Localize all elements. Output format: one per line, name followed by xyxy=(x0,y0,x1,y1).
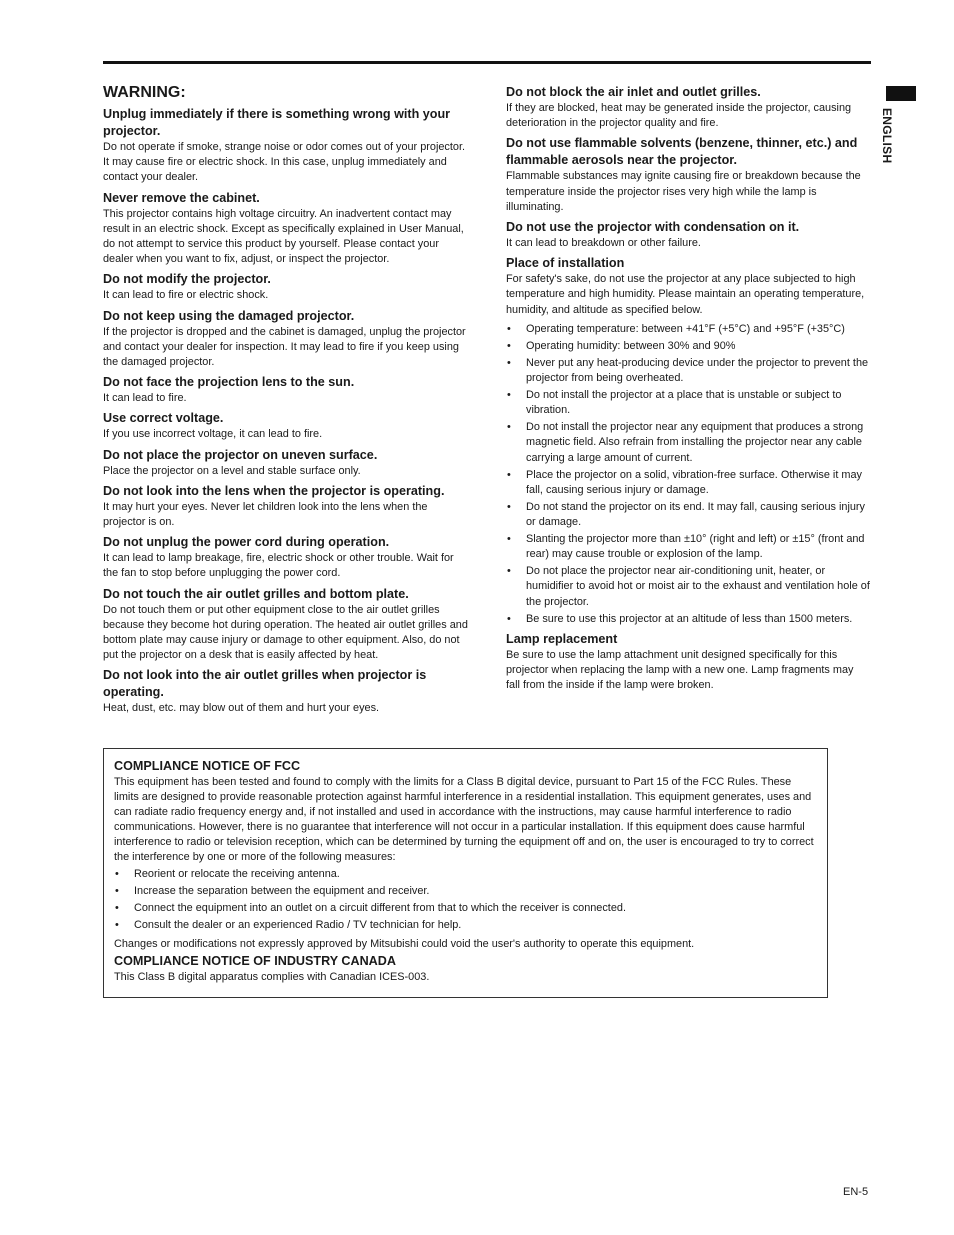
language-tab-label: ENGLISH xyxy=(880,108,894,164)
section-heading: Do not use the projector with condensation on it. xyxy=(506,220,800,235)
section-body: Do not touch them or put other equipment close to the air outlet grilles because they become hot during operation. The heated air outlet grilles and bottom plate may cause injury or damage to other equipment. Also, do not put the projector on a desk that is easily affected by heat. xyxy=(103,603,468,662)
section-body: If the projector is dropped and the cabinet is damaged, unplug the projector and contact your dealer for inspection. It may lead to fire if you keep using the damaged projector. xyxy=(103,325,466,369)
section-heading: Do not modify the projector. xyxy=(103,272,271,287)
section-body: This projector contains high voltage circuitry. An inadvertent contact may result in an electric shock. Except as specifically explained in User Manual, do not attempt to service this product by yourself. Please contact your dealer when you want to fix, adjust, or inspect the projector. xyxy=(103,207,464,266)
list-item: • Increase the separation between the equipment and receiver. xyxy=(114,884,817,899)
fcc-body: This equipment has been tested and found to comply with the limits for a Class B digital device, pursuant to Part 15 of the FCC Rules. These limits are designed to provide reasonable protection against harmful interference in a residential installation. This equipment generates, uses and can radiate radio frequency energy and, if not installed and used in accordance with the instructions, may cause harmful interference to radio communications. However, there is no guarantee that interference will not occur in a particular installation. If this equipment does cause harmful interference to radio or television reception, which can be determined by turning the equipment off and on, the user is encouraged to try to correct the interference by one or more of the following measures: xyxy=(114,776,814,864)
list-item: • Never put any heat-producing device under the projector to prevent the projector from being overheated. xyxy=(506,356,870,386)
warning-title: WARNING: xyxy=(103,84,186,101)
list-item: • Reorient or relocate the receiving antenna. xyxy=(114,867,817,882)
right-column xyxy=(506,84,870,697)
section-body: Place the projector on a level and stable surface only. xyxy=(103,464,361,477)
section-body: It can lead to fire. xyxy=(103,392,187,405)
language-tab-marker xyxy=(886,86,916,101)
section-body: If you use incorrect voltage, it can lead to fire. xyxy=(103,428,323,441)
fcc-heading: COMPLIANCE NOTICE OF FCC xyxy=(114,759,301,773)
section-heading: Use correct voltage. xyxy=(103,411,224,426)
section-heading: Do not touch the air outlet grilles and bottom plate. xyxy=(103,586,409,601)
page-number: EN-5 xyxy=(843,1186,869,1198)
section-heading: Do not unplug the power cord during operation. xyxy=(103,535,390,550)
section-heading: Do not look into the lens when the projector is operating. xyxy=(103,483,445,498)
list-item: • Operating humidity: between 30% and 90% xyxy=(506,339,870,354)
lamp-replacement-heading: Lamp replacement xyxy=(506,631,618,646)
list-item: • Do not install the projector at a place that is unstable or subject to vibration. xyxy=(506,388,870,418)
fcc-measures-list xyxy=(114,867,817,934)
section-body: Do not operate if smoke, strange noise or odor comes out of your projector. It may cause fire or electric shock. In this case, unplug immediately and contact your dealer. xyxy=(103,141,466,184)
list-item: • Do not place the projector near air-conditioning unit, heater, or humidifier to avoid hot or moist air to the exhaust and ventilation hole of the projector. xyxy=(506,564,870,610)
list-item: • Place the projector on a solid, vibration-free surface. Otherwise it may fall, causing serious injury or damage. xyxy=(506,468,870,498)
section-body: It can lead to fire or electric shock. xyxy=(103,289,269,302)
section-body: It can lead to breakdown or other failure. xyxy=(506,237,701,250)
fcc-changes-note: Changes or modifications not expressly approved by Mitsubishi could void the user's authority to operate this equipment. xyxy=(114,938,695,951)
canada-body: This Class B digital apparatus complies with Canadian ICES-003. xyxy=(114,971,430,984)
lamp-replacement-body: Be sure to use the lamp attachment unit designed specifically for this projector when replacing the lamp with a new one. Lamp fragments may fall from the inside if the lamp were broken. xyxy=(506,648,854,692)
list-item: • Consult the dealer or an experienced Radio / TV technician for help. xyxy=(114,918,817,933)
place-of-installation-heading: Place of installation xyxy=(506,256,625,271)
section-heading: Do not keep using the damaged projector. xyxy=(103,308,355,323)
list-item: • Operating temperature: between +41°F (+5°C) and +95°F (+35°C) xyxy=(506,322,870,337)
section-heading: Do not face the projection lens to the sun. xyxy=(103,375,355,390)
section-body: Flammable substances may ignite causing fire or breakdown because the temperature inside the projector rises very high while the lamp is illuminating. xyxy=(506,170,861,213)
section-heading: Do not look into the air outlet grilles when projector is operating. xyxy=(103,668,427,700)
list-item: • Be sure to use this projector at an altitude of less than 1500 meters. xyxy=(506,612,870,627)
installation-list xyxy=(506,322,870,627)
list-item: • Do not install the projector near any equipment that produces a strong magnetic field. Also refrain from installing the projector near any cable carrying a large amount of current. xyxy=(506,420,870,466)
language-tab xyxy=(880,108,920,178)
section-heading: Do not use flammable solvents (benzene, thinner, etc.) and flammable aerosols near the projector. xyxy=(506,136,858,168)
left-column xyxy=(103,84,470,721)
section-heading: Never remove the cabinet. xyxy=(103,190,260,205)
section-body: If they are blocked, heat may be generated inside the projector, causing deterioration in the projector quality and fire. xyxy=(506,102,852,130)
section-body: It may hurt your eyes. Never let children look into the lens when the projector is on. xyxy=(103,500,428,529)
section-body: It can lead to lamp breakage, fire, electric shock or other trouble. Wait for the fan to stop before unplugging the power cord. xyxy=(103,552,454,580)
list-item: • Connect the equipment into an outlet on a circuit different from that to which the receiver is connected. xyxy=(114,901,817,916)
canada-heading: COMPLIANCE NOTICE OF INDUSTRY CANADA xyxy=(114,954,396,969)
section-heading: Unplug immediately if there is something wrong with your projector. xyxy=(103,107,451,138)
section-heading: Do not block the air inlet and outlet grilles. xyxy=(506,85,761,99)
section-body: Heat, dust, etc. may blow out of them and hurt your eyes. xyxy=(103,702,380,715)
top-rule xyxy=(103,61,871,64)
list-item: • Slanting the projector more than ±10° (right and left) or ±15° (front and rear) may cause trouble or explosion of the lamp. xyxy=(506,532,870,562)
place-of-installation-body: For safety's sake, do not use the projector at any place subjected to high temperature and high humidity. Please maintain an operating temperature, humidity, and altitude as specified below. xyxy=(506,273,865,316)
compliance-box xyxy=(103,748,828,998)
list-item: • Do not stand the projector on its end. It may fall, causing serious injury or damage. xyxy=(506,500,870,530)
section-heading: Do not place the projector on uneven surface. xyxy=(103,447,378,462)
